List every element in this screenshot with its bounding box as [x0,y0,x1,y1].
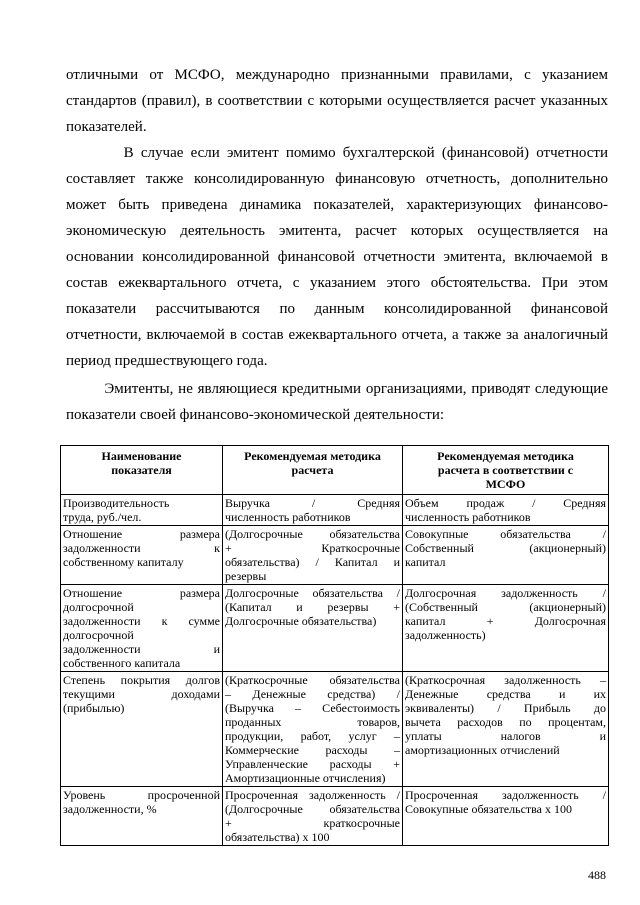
paragraph-consolidated-reporting [66,140,608,374]
cell-line: Степень покрытия долгов [63,673,220,687]
cell-line: долгосрочной [63,628,134,642]
paragraph-msfo-note [66,62,608,140]
text-line: отличными от МСФО, международно признанными правилами, с указанием [66,67,608,83]
table-cell-method [223,526,403,585]
table-cell-indicator [61,787,223,846]
text-line: показателей. [66,119,147,135]
header-line: Наименование [101,449,182,463]
text-line: стандартов (правил), в соответствии с которыми осуществляется расчет указанных [66,93,608,109]
cell-line: Отношение размера [63,586,220,600]
cell-line: амортизационных отчислений [405,743,560,757]
cell-line: (Краткосрочная задолженность – [405,673,606,687]
cell-line: проданных товаров, [225,715,400,729]
cell-line: долгосрочной [63,600,134,614]
text-line: В случае если эмитент помимо бухгалтерской (финансовой) отчетности [66,145,608,161]
cell-line: (Собственный (акционерный) [405,600,606,614]
table-cell-indicator [61,495,223,526]
cell-line: численность работников [405,510,531,524]
text-line: показатели своей финансово-экономической деятельности: [66,407,445,423]
cell-line: – Денежные средства) / [225,687,400,701]
cell-line: (прибылью) [63,701,125,715]
table-row [61,526,609,585]
indicators-table [60,445,609,846]
table-cell-method-ifrs [403,585,609,672]
cell-line: + Краткосрочные [225,541,400,555]
cell-line: капитал [405,555,446,569]
cell-line: Отношение размера [63,527,220,541]
text-line: Эмитенты, не являющиеся кредитными организациями, приводят следующие [66,381,608,397]
table-cell-indicator [61,585,223,672]
cell-line: Производительность [63,496,170,510]
text-line: составляет также консолидированную финансовую отчетность, дополнительно [66,171,608,187]
cell-line: резервы [225,569,267,583]
cell-line: задолженность) [405,628,486,642]
page-number: 488 [588,868,606,882]
header-line: расчета [291,463,334,477]
table-cell-indicator [61,526,223,585]
cell-line: эквиваленты) / Прибыль до [405,701,606,715]
text-line: состав ежеквартального отчета, с указанием этого обстоятельства. При этом [66,275,608,291]
text-line: основании консолидированной финансовой отчетности эмитента, включаемой в [66,249,608,265]
cell-line: Денежные средства и их [405,687,606,701]
cell-line: (Долгосрочные обязательства [225,802,400,816]
cell-line: Коммерческие расходы – [225,743,400,757]
cell-line: Уровень просроченной [63,788,220,802]
table-row [61,585,609,672]
cell-line: Просроченная задолженность / [225,788,400,802]
cell-line: Совокупные обязательства x 100 [405,802,572,816]
header-method-ifrs [403,446,609,495]
text-line: отчетности, включаемой в состав ежеквартального отчета, а также за аналогичный [66,327,608,343]
header-indicator-name [61,446,223,495]
cell-line: (Долгосрочные обязательства [225,527,400,541]
cell-line: Долгосрочные обязательства / [225,586,400,600]
cell-line: (Краткосрочные обязательства [225,673,400,687]
table-cell-method-ifrs [403,495,609,526]
cell-line: собственного капитала [63,656,181,670]
table-cell-method-ifrs [403,672,609,787]
cell-line: Управленческие расходы + [225,757,400,771]
header-method [223,446,403,495]
header-line: Рекомендуемая методика [437,449,574,463]
text-line: показатели рассчитываются по данным консолидированной финансовой [66,301,608,317]
table-cell-method [223,672,403,787]
text-line: экономическую деятельность эмитента, расчет которых осуществляется на [66,223,608,239]
cell-line: труда, руб./чел. [63,510,142,524]
header-line: Рекомендуемая методика [244,449,381,463]
cell-line: обязательства) / Капитал и [225,555,400,569]
cell-line: задолженности к сумме [63,614,220,628]
cell-line: текущими доходами [63,687,220,701]
table-row [61,787,609,846]
cell-line: задолженности и [63,642,220,656]
cell-line: + краткосрочные [225,816,400,830]
table-cell-method-ifrs [403,526,609,585]
table-cell-method [223,495,403,526]
cell-line: Совокупные обязательства / [405,527,606,541]
cell-line: численность работников [225,510,351,524]
cell-line: задолженности к [63,541,220,555]
cell-line: Собственный (акционерный) [405,541,606,555]
text-line: может быть приведена динамика показателей, характеризующих финансово- [66,197,608,213]
table-cell-method [223,585,403,672]
cell-line: Долгосрочная задолженность / [405,586,606,600]
paragraph-issuers-indicators [66,376,608,428]
header-line: показателя [111,463,172,477]
cell-line: Амортизационные отчисления) [225,771,386,785]
cell-line: Просроченная задолженность / [405,788,606,802]
header-line: МСФО [485,477,526,491]
table-row [61,495,609,526]
cell-line: задолженности, % [63,802,157,816]
table-cell-method [223,787,403,846]
table-row [61,672,609,787]
cell-line: (Капитал и резервы + [225,600,400,614]
cell-line: продукции, работ, услуг – [225,729,400,743]
cell-line: уплаты налогов и [405,729,606,743]
table-cell-method-ifrs [403,787,609,846]
table-cell-indicator [61,672,223,787]
cell-line: (Выручка – Себестоимость [225,701,400,715]
text-line: период предшествующего года. [66,353,268,369]
cell-line: обязательства) x 100 [225,830,330,844]
cell-line: собственному капиталу [63,555,184,569]
cell-line: Объем продаж / Средняя [405,496,606,510]
cell-line: Долгосрочные обязательства) [225,614,377,628]
cell-line: Выручка / Средняя [225,496,400,510]
header-line: расчета в соответствии с [437,463,574,477]
cell-line: капитал + Долгосрочная [405,614,606,628]
table-header-row [61,446,609,495]
cell-line: вычета расходов по процентам, [405,715,606,729]
